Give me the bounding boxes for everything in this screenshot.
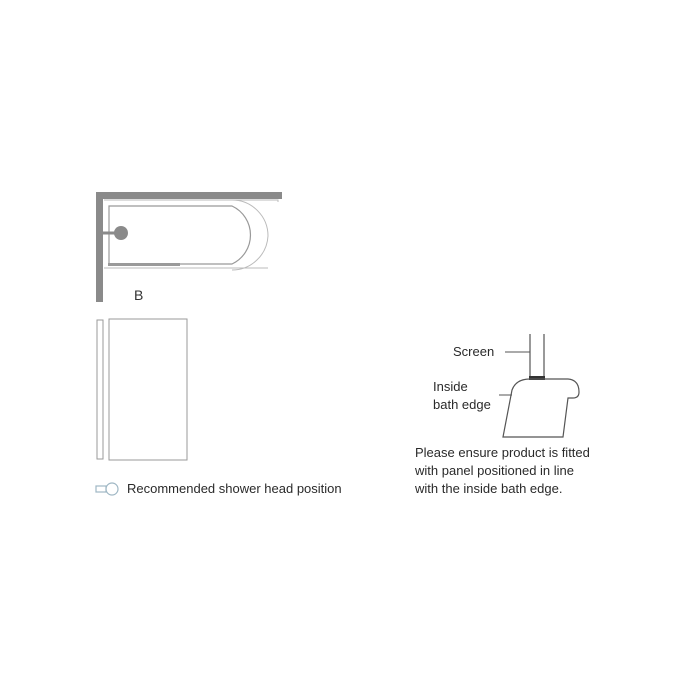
inside-label: Inside [433, 379, 468, 394]
shower-head-icon [96, 483, 118, 495]
bath-outer [104, 200, 278, 268]
screen-label: Screen [453, 344, 495, 359]
note-line-3: with the inside bath edge. [415, 481, 563, 496]
wall-outline [96, 192, 282, 302]
legend-text: Recommended shower head position [127, 481, 342, 496]
plan-view [96, 192, 282, 302]
side-label-b: B [134, 287, 144, 303]
section-detail [499, 334, 579, 437]
note-line-1: Please ensure product is fitted [415, 445, 590, 460]
bath-outline [109, 206, 250, 264]
installation-note [415, 444, 590, 498]
panel-edge [97, 320, 103, 459]
elevation-view [97, 319, 187, 460]
bath-edge-label: bath edge [433, 397, 491, 412]
shower-head-plan-icon [114, 226, 128, 240]
screen-panel-plan [108, 263, 180, 266]
bath-edge-profile [503, 379, 579, 437]
glass-panel [109, 319, 187, 460]
note-line-2: with panel positioned in line [415, 463, 574, 478]
